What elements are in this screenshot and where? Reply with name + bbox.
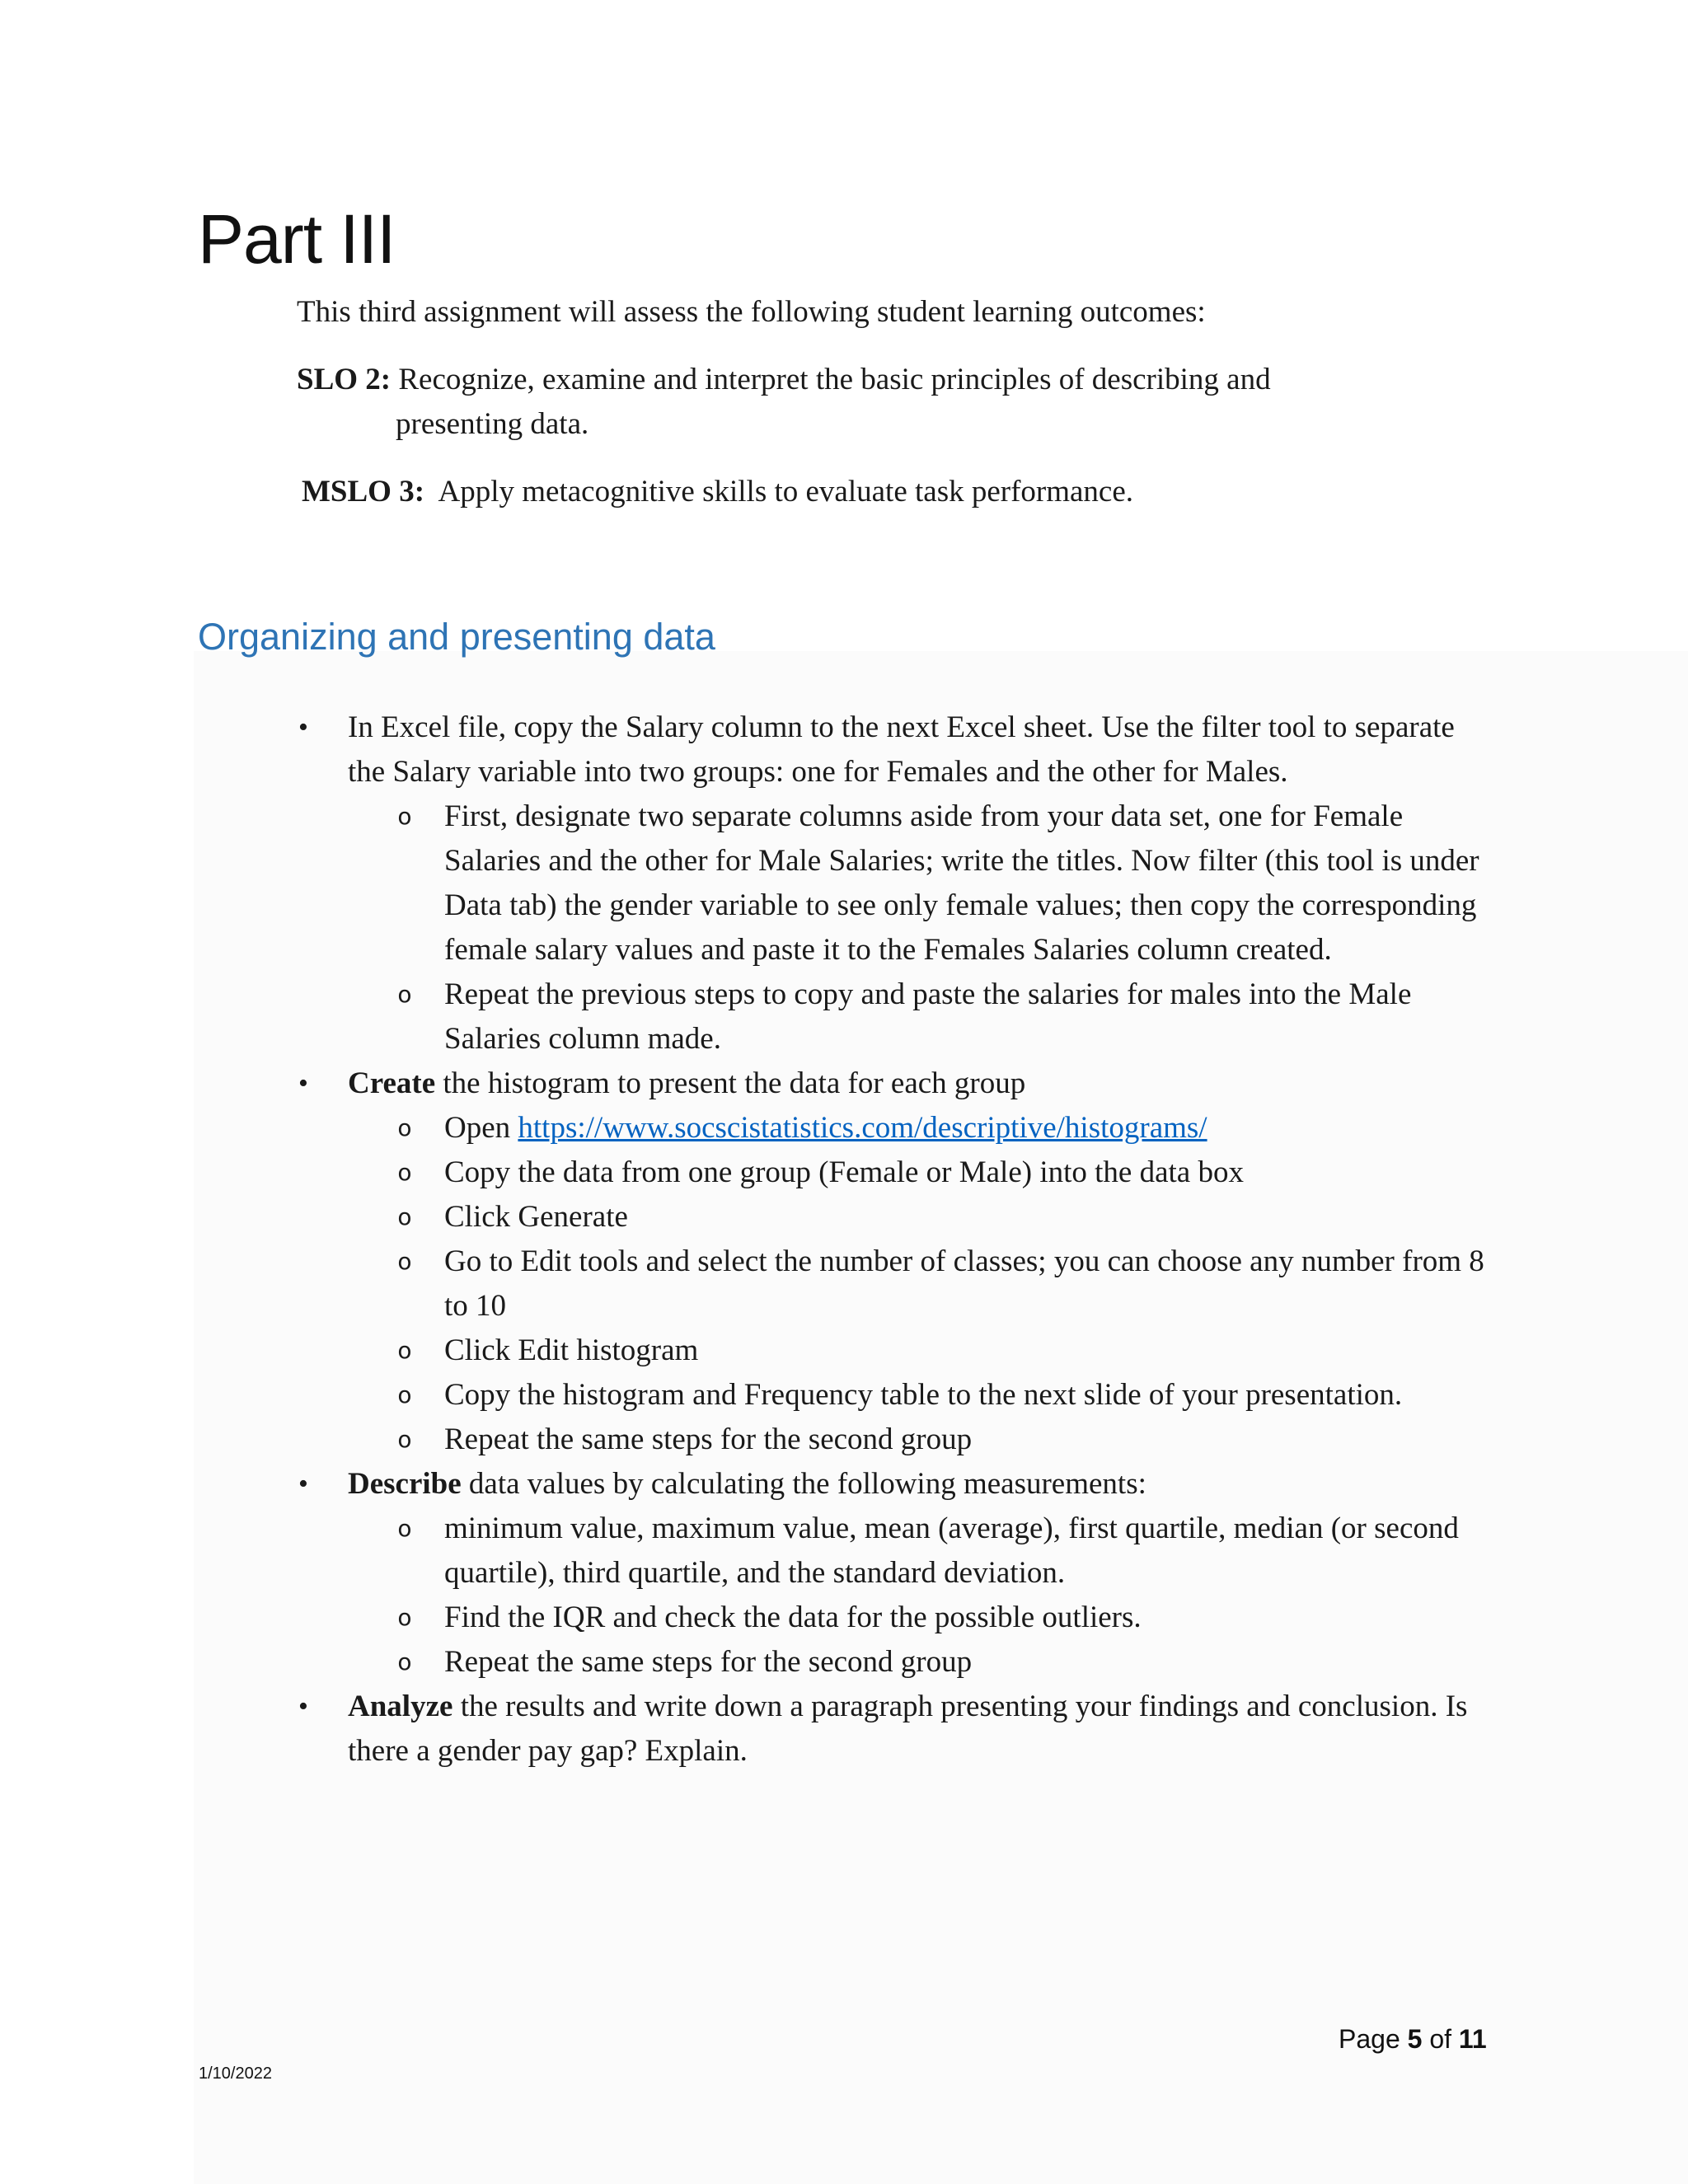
list-item-create [295, 1062, 1498, 1462]
open-label: Open [444, 1111, 518, 1145]
sub-list-item [348, 1507, 1498, 1596]
page-mid: of [1422, 2024, 1459, 2054]
sub-bullet-icon: o [397, 1203, 412, 1230]
list-item-excel [295, 705, 1498, 1062]
slo2-label: SLO 2: [297, 363, 392, 396]
sub-bullet-icon: o [397, 981, 412, 1008]
sub-list-item [348, 1418, 1498, 1462]
list-item-analyze [295, 1685, 1498, 1774]
sub-bullet-icon: o [397, 803, 412, 830]
histogram-link[interactable]: https://www.socscistatistics.com/descriptive/histograms/ [518, 1111, 1207, 1145]
intro-text: This third assignment will assess the following student learning outcomes: [297, 295, 1206, 329]
sub-item-text: Repeat the same steps for the second group [444, 1645, 973, 1679]
keyword-create: Create [348, 1066, 436, 1100]
page-prefix: Page [1339, 2024, 1408, 2054]
bullet-icon: • [298, 1068, 308, 1099]
sub-list-item [348, 1596, 1498, 1640]
sub-item-text: minimum value, maximum value, mean (average), first quartile, median (or second quartile), third quartile, and the standard deviation. [444, 1511, 1459, 1590]
section-heading: Organizing and presenting data [198, 616, 715, 658]
sub-bullet-icon: o [397, 1381, 412, 1408]
sub-item-text: Click Edit histogram [444, 1333, 699, 1367]
sub-item-text: First, designate two separate columns aside from your data set, one for Female Salaries and the other for Male Salaries; write the titles. Now filter (this tool is under Data tab) the gender variable to see only female values; then copy the corresponding female salary values and paste it to the Females Salaries column created. [444, 799, 1479, 967]
slo2-text-line1: Recognize, examine and interpret the basic principles of describing and [391, 363, 1271, 396]
sub-list-item [348, 794, 1498, 972]
bullet-icon: • [298, 1691, 308, 1722]
mslo3-text: Apply metacognitive skills to evaluate task performance. [424, 475, 1134, 509]
keyword-analyze: Analyze [348, 1690, 453, 1723]
sub-list-item [348, 1329, 1498, 1373]
sub-bullet-icon: o [397, 1159, 412, 1186]
sub-bullet-icon: o [397, 1604, 412, 1631]
list-item-text: data values by calculating the following measurements: [461, 1467, 1146, 1501]
sub-bullet-icon: o [397, 1426, 412, 1453]
sub-list-item [348, 1640, 1498, 1685]
sub-bullet-icon: o [397, 1114, 412, 1141]
sub-bullet-icon: o [397, 1515, 412, 1542]
sub-list-item [348, 972, 1498, 1062]
list-item-text: the histogram to present the data for each group [435, 1066, 1026, 1100]
sub-item-text: Click Generate [444, 1200, 628, 1234]
sub-item-text: Copy the histogram and Frequency table to the next slide of your presentation. [444, 1378, 1403, 1412]
slo2-text-line2: presenting data. [396, 407, 589, 441]
current-page: 5 [1407, 2024, 1423, 2054]
sub-list [348, 1106, 1498, 1462]
footer-date: 1/10/2022 [199, 2064, 272, 2083]
sub-list-item [348, 1106, 1498, 1151]
list-item-text: the results and write down a paragraph presenting your findings and conclusion. Is there a gender pay gap? Explain. [348, 1690, 1468, 1768]
total-pages: 11 [1458, 2024, 1487, 2054]
sub-list-item [348, 1240, 1498, 1329]
sub-item-text: Repeat the same steps for the second group [444, 1422, 973, 1456]
sub-item-text: Find the IQR and check the data for the possible outliers. [444, 1601, 1142, 1634]
instructions-list [295, 705, 1498, 1774]
sub-bullet-icon: o [397, 1648, 412, 1675]
sub-item-text: Go to Edit tools and select the number of classes; you can choose any number from 8 to 10 [444, 1244, 1484, 1323]
slo2-paragraph [297, 358, 1467, 447]
sub-bullet-icon: o [397, 1337, 412, 1364]
sub-item-text: Repeat the previous steps to copy and paste the salaries for males into the Male Salaries column made. [444, 977, 1412, 1056]
sub-list-item [348, 1195, 1498, 1240]
page-number [1339, 2024, 1487, 2055]
sub-list-item [348, 1151, 1498, 1195]
bullet-icon: • [298, 1469, 308, 1499]
sub-bullet-icon: o [397, 1248, 412, 1275]
page-title: Part III [198, 200, 396, 278]
sub-list-item [348, 1373, 1498, 1418]
sub-item-text: Copy the data from one group (Female or Male) into the data box [444, 1155, 1244, 1189]
list-item-describe [295, 1462, 1498, 1685]
mslo3-label: MSLO 3: [302, 475, 425, 509]
sub-list [348, 1507, 1498, 1685]
sub-list [348, 794, 1498, 1062]
keyword-describe: Describe [348, 1467, 462, 1501]
bullet-icon: • [298, 712, 308, 743]
list-item-text: In Excel file, copy the Salary column to the next Excel sheet. Use the filter tool to separate the Salary variable into two groups: one for Females and the other for Males. [348, 710, 1455, 789]
mslo3-paragraph [302, 470, 1133, 514]
